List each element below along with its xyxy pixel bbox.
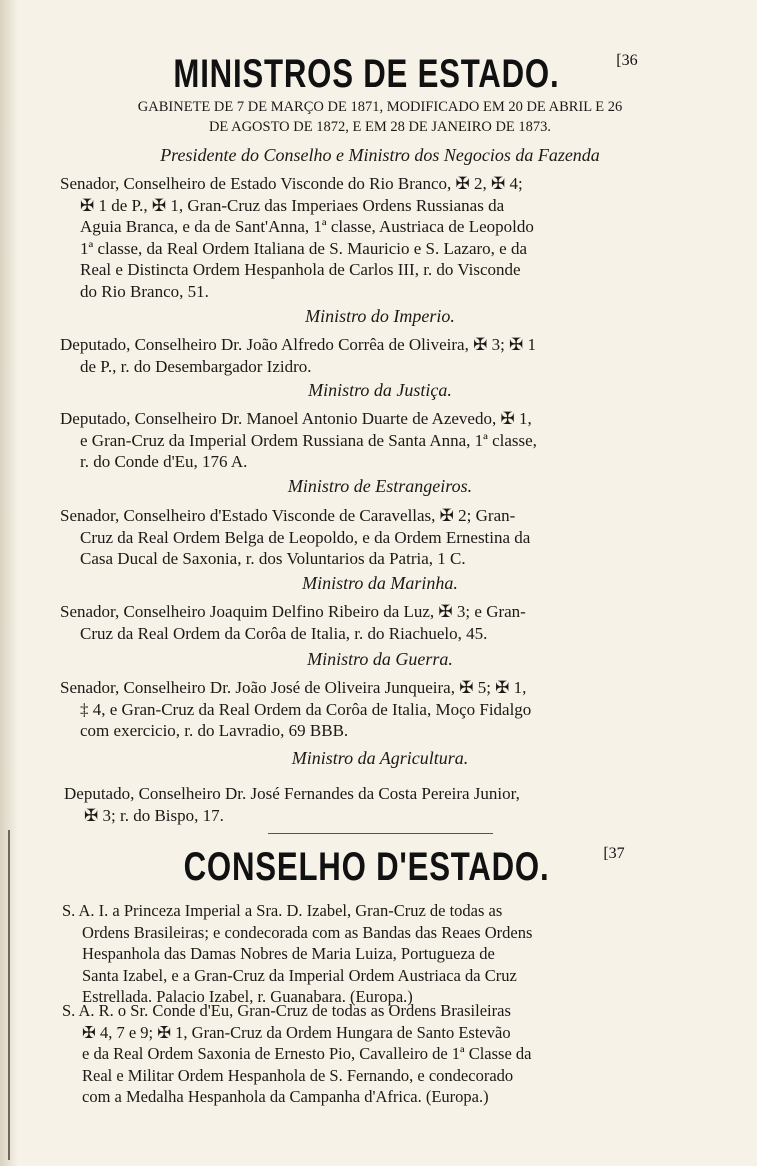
entry-line: Santa Izabel, e a Gran-Cruz da Imperial Ordem Austriaca da Cruz — [82, 965, 517, 985]
entry-line: Hespanhola das Damas Nobres de Maria Luiza, Portugueza de — [82, 944, 495, 963]
entry-line: Deputado, Conselheiro Dr. José Fernandes da Costa Pereira Junior, — [64, 784, 520, 803]
entry-imperio — [60, 334, 536, 377]
heading-imperio: Ministro do Imperio. — [305, 306, 455, 326]
entry-line: Deputado, Conselheiro Dr. Manoel Antonio Duarte de Azevedo, ✠ 1, — [60, 409, 532, 428]
entry-line: Aguia Branca, e da de Sant'Anna, 1ª classe, Austriaca de Leopoldo — [80, 217, 534, 236]
entry-line: Cruz da Real Ordem da Corôa de Italia, r. do Riachuelo, 45. — [80, 623, 488, 643]
entry-line: e Gran-Cruz da Imperial Ordem Russiana de Santa Anna, 1ª classe, — [80, 430, 537, 450]
entry-line: com a Medalha Hespanhola da Campanha d'Africa. (Europa.) — [82, 1087, 489, 1106]
heading-marinha: Ministro da Marinha. — [302, 573, 458, 593]
section-divider — [268, 833, 493, 834]
entry-line: ✠ 1 de P., ✠ 1, Gran-Cruz das Imperiaes Ordens Russianas da — [80, 195, 505, 215]
section-title-conselho — [0, 845, 757, 890]
entry-line: Casa Ducal de Saxonia, r. dos Voluntarios da Patria, 1 C. — [80, 549, 466, 568]
entry-line: Deputado, Conselheiro Dr. João Alfredo Corrêa de Oliveira, ✠ 3; ✠ 1 — [60, 335, 537, 354]
entry-line: do Rio Branco, 51. — [80, 281, 209, 301]
entry-estrangeiros — [60, 505, 530, 570]
ministros-title: MINISTROS DE ESTADO. — [173, 52, 560, 96]
section-title-ministros — [0, 52, 757, 97]
cabinet-dates — [60, 97, 700, 137]
entry-line: Senador, Conselheiro d'Estado Visconde de Caravellas, ✠ 2; Gran- — [60, 506, 516, 525]
entry-line: Senador, Conselheiro Joaquim Delfino Ribeiro da Luz, ✠ 3; e Gran- — [60, 602, 526, 621]
entry-line: 1ª classe, da Real Ordem Italiana de S. Mauricio e S. Lazaro, e da — [80, 238, 527, 258]
entry-line: S. A. R. o Sr. Conde d'Eu, Gran-Cruz de todas as Ordens Brasileiras — [62, 1001, 511, 1020]
conselho-title: CONSELHO D'ESTADO. — [183, 845, 550, 889]
heading-presidente: Presidente do Conselho e Ministro dos Negocios da Fazenda — [160, 145, 600, 165]
cabinet-line: DE AGOSTO DE 1872, E EM 28 DE JANEIRO DE 1873. — [208, 119, 552, 135]
entry-line: ‡ 4, e Gran-Cruz da Real Ordem da Corôa de Italia, Moço Fidalgo — [80, 699, 532, 719]
conselho-page-number: [37 — [603, 845, 625, 862]
cabinet-line: GABINETE DE 7 DE MARÇO DE 1871, MODIFICADO EM 20 DE ABRIL E 26 — [137, 99, 623, 115]
entry-guerra — [60, 677, 531, 742]
heading-estrangeiros: Ministro de Estrangeiros. — [287, 476, 473, 496]
entry-line: ✠ 4, 7 e 9; ✠ 1, Gran-Cruz da Ordem Hungara de Santo Estevão — [82, 1022, 511, 1042]
heading-agricultura: Ministro da Agricultura. — [291, 748, 469, 768]
entry-marinha — [60, 601, 526, 644]
entry-line: Estrellada. Palacio Izabel, r. Guanabara. (Europa.) — [82, 987, 413, 1006]
heading-guerra: Ministro da Guerra. — [307, 649, 453, 669]
entry-line: S. A. I. a Princeza Imperial a Sra. D. Izabel, Gran-Cruz de todas as — [62, 901, 503, 920]
entry-agricultura — [64, 783, 520, 826]
entry-princeza — [62, 900, 532, 1008]
entry-line: ✠ 3; r. do Bispo, 17. — [84, 805, 224, 825]
entry-line: Senador, Conselheiro de Estado Visconde do Rio Branco, ✠ 2, ✠ 4; — [60, 174, 523, 193]
entry-line: Cruz da Real Ordem Belga de Leopoldo, e da Ordem Ernestina da — [80, 527, 531, 547]
entry-line: e da Real Ordem Saxonia de Ernesto Pio, Cavalleiro de 1ª Classe da — [82, 1044, 532, 1063]
entry-conde-deu — [62, 1000, 531, 1108]
entry-presidente — [60, 173, 534, 302]
entry-line: de P., r. do Desembargador Izidro. — [80, 356, 312, 376]
entry-line: r. do Conde d'Eu, 176 A. — [80, 452, 248, 471]
entry-line: Senador, Conselheiro Dr. João José de Oliveira Junqueira, ✠ 5; ✠ 1, — [60, 678, 527, 697]
entry-line: Real e Distincta Ordem Hespanhola de Carlos III, r. do Visconde — [80, 260, 521, 279]
ministros-page-number: [36 — [616, 52, 638, 69]
entry-justica — [60, 408, 537, 473]
entry-line: Real e Militar Ordem Hespanhola de S. Fernando, e condecorado — [82, 1065, 514, 1085]
heading-justica: Ministro da Justiça. — [308, 380, 452, 400]
entry-line: Ordens Brasileiras; e condecorada com as Bandas das Reaes Ordens — [82, 922, 533, 942]
entry-line: com exercicio, r. do Lavradio, 69 BBB. — [80, 721, 349, 740]
